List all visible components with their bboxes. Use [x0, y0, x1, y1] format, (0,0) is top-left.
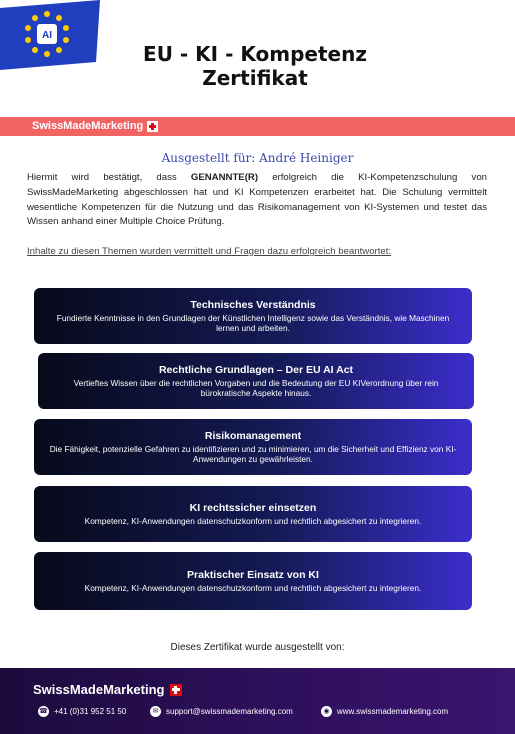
issuer-line: Dieses Zertifikat wurde ausgestellt von: [170, 642, 345, 653]
certificate-title [120, 42, 390, 90]
topic-title: Rechtliche Grundlagen – Der EU AI Act [158, 363, 354, 376]
email-text: support@swissmademarketing.com [166, 707, 293, 716]
footer-brand-label: SwissMadeMarketing [33, 682, 165, 697]
band-brand-label: SwissMadeMarketing [32, 120, 144, 132]
topic-title: Risikomanagement [204, 429, 302, 442]
topics-heading: Inhalte zu diesen Themen wurden vermittelt und Fragen dazu erfolgreich beantwortet: [27, 246, 392, 257]
title-line-2: Zertifikat [202, 66, 308, 90]
intro-part-1: Hiermit wird bestätigt, dass [27, 172, 191, 183]
topic-card [34, 288, 472, 344]
brand-band [0, 117, 515, 136]
footer [0, 668, 515, 734]
topic-title: Praktischer Einsatz von KI [187, 568, 319, 581]
topic-desc: Kompetenz, KI-Anwendungen datenschutzkonform und rechtlich abgesichert zu integrieren. [84, 515, 422, 526]
footer-website[interactable] [321, 706, 448, 717]
topic-desc: Fundierte Kenntnisse in den Grundlagen der Künstlichen Intelligenz sowie das Verständnis, wie Maschinen lernen und arbeiten. [56, 312, 450, 333]
phone-text: +41 (0)31 952 51 50 [54, 707, 127, 716]
website-text: www.swissmademarketing.com [337, 707, 449, 716]
eu-ai-flag-logo [0, 0, 100, 70]
topic-card [34, 552, 472, 610]
intro-bold: GENANNTE(R) [190, 172, 259, 183]
topic-title: KI rechtssicher einsetzen [189, 501, 317, 514]
title-line-1: EU - KI - Kompetenz [143, 42, 367, 66]
swiss-cross-icon [170, 684, 182, 696]
footer-brand [33, 682, 182, 697]
footer-email[interactable] [150, 706, 293, 717]
globe-icon: ◉ [321, 706, 332, 717]
topic-desc: Die Fähigkeit, potenzielle Gefahren zu identifizieren und zu minimieren, um die Sicherheit und Effizienz von KI-Anwendungen zu gewährleisten. [49, 443, 457, 464]
footer-phone[interactable] [38, 706, 126, 717]
topic-title: Technisches Verständnis [190, 298, 316, 311]
intro-paragraph [27, 171, 487, 230]
swiss-cross-icon [147, 121, 158, 132]
issued-to: Ausgestellt für: André Heiniger [161, 151, 354, 165]
topic-desc: Vertieftes Wissen über die rechtlichen Vorgaben und die Bedeutung der EU KIVerordnung über rein bürokratische Aspekte hinaus. [73, 377, 439, 398]
flag-badge-text: AI [42, 30, 52, 41]
intro-part-2: erfolgreich die KI-Kompetenzschulung von SwissMadeMarketing abgeschlossen hat und KI Kompetenzen erarbeitet hat. Die Schulung vermittelt wesentliche Kompetenzen für die Nutzung und das Risikomanagement von KI-Systemen und testet das Wissen anhand einer Multiple Choice Prüfung. [27, 172, 487, 228]
topic-card [34, 486, 472, 542]
topic-desc: Kompetenz, KI-Anwendungen datenschutzkonform und rechtlich abgesichert zu integrieren. [84, 582, 422, 593]
email-icon: ✉ [150, 706, 161, 717]
phone-icon: ☎ [39, 708, 48, 715]
topic-card [34, 419, 472, 475]
topic-card [38, 353, 474, 409]
band-brand [32, 120, 158, 132]
